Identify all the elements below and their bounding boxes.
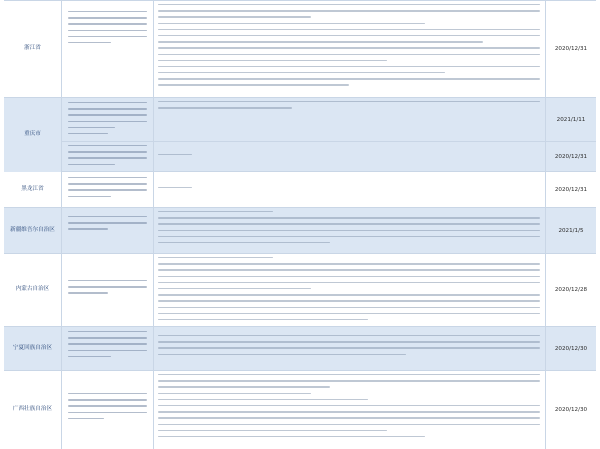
region-cell: [4, 254, 62, 326]
document-title-placeholder: [68, 145, 147, 168]
table-row: [4, 371, 596, 449]
document-title-placeholder: [68, 280, 147, 323]
document-title-placeholder: [68, 11, 147, 94]
effective-date: 2021/1/5: [558, 227, 584, 234]
table-row: [4, 254, 596, 327]
document-title-placeholder: [68, 393, 147, 446]
region-name: 宁夏回族自治区: [12, 344, 53, 351]
document-title-cell: [62, 98, 154, 141]
policy-content-cell: [154, 327, 546, 370]
document-title-cell: [62, 208, 154, 253]
effective-date: 2020/12/31: [554, 46, 588, 52]
document-title-cell: [62, 254, 154, 326]
date-cell: [546, 1, 596, 97]
table-row: [4, 142, 596, 172]
table-row: [4, 208, 596, 254]
effective-date: 2021/1/11: [556, 116, 586, 123]
policy-content-placeholder: [158, 187, 540, 204]
document-title-cell: [62, 1, 154, 97]
date-cell: [546, 142, 596, 171]
region-cell: [4, 98, 62, 172]
policy-content-cell: [154, 1, 546, 97]
document-title-placeholder: [68, 102, 147, 138]
date-cell: [546, 208, 596, 253]
policy-content-placeholder: [158, 211, 540, 250]
table-row: [4, 98, 596, 142]
region-name: 黑龙江省: [21, 185, 44, 192]
table-row: [4, 172, 596, 208]
effective-date: 2020/12/30: [554, 345, 588, 352]
region-name: 新疆维吾尔自治区: [10, 226, 55, 233]
policy-content-placeholder: [158, 374, 540, 446]
document-title-placeholder: [68, 331, 147, 367]
document-title-cell: [62, 172, 154, 207]
policy-content-cell: [154, 371, 546, 449]
policy-table: [4, 0, 596, 449]
date-cell: [546, 98, 596, 141]
region-cell: [4, 208, 62, 253]
date-cell: [546, 371, 596, 449]
policy-content-cell: [154, 98, 546, 141]
region-cell: [4, 371, 62, 449]
document-title-placeholder: [68, 216, 147, 250]
region-cell: [4, 327, 62, 370]
region-name: 内蒙古自治区: [15, 286, 50, 293]
effective-date: 2020/12/30: [554, 407, 588, 413]
policy-content-placeholder: [158, 154, 540, 168]
document-title-cell: [62, 327, 154, 370]
policy-content-placeholder: [158, 257, 540, 323]
policy-content-placeholder: [158, 101, 540, 138]
date-cell: [546, 327, 596, 370]
table-row: [4, 327, 596, 371]
policy-content-placeholder: [158, 4, 540, 94]
policy-content-placeholder: [158, 335, 540, 367]
document-title-cell: [62, 142, 154, 171]
document-title-placeholder: [68, 177, 147, 204]
region-name: 浙江省: [24, 45, 41, 52]
effective-date: 2020/12/28: [554, 287, 588, 293]
region-name: 重庆市: [24, 131, 41, 138]
date-cell: [546, 254, 596, 326]
document-title-cell: [62, 371, 154, 449]
region-cell: [4, 172, 62, 207]
effective-date: 2020/12/31: [554, 186, 588, 193]
region-cell: [4, 1, 62, 97]
policy-content-cell: [154, 254, 546, 326]
region-name: 广西壮族自治区: [12, 406, 53, 413]
effective-date: 2020/12/31: [554, 153, 588, 160]
date-cell: [546, 172, 596, 207]
policy-content-cell: [154, 208, 546, 253]
policy-content-cell: [154, 172, 546, 207]
table-row: [4, 1, 596, 98]
policy-content-cell: [154, 142, 546, 171]
